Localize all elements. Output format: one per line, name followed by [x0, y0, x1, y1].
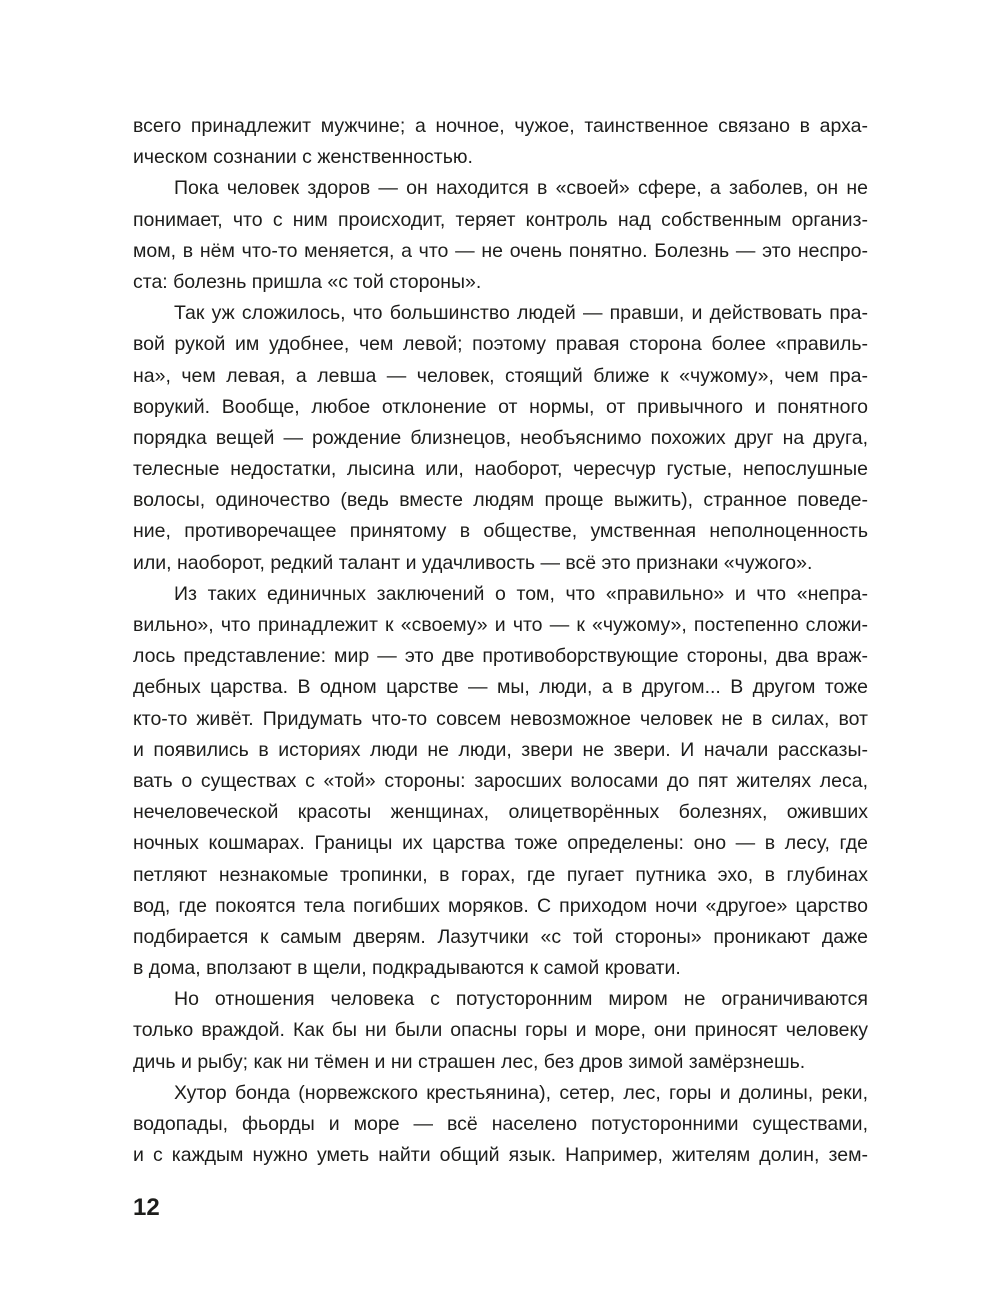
text-line: дичь и рыбу; как ни тёмен и ни страшен лес, без дров зимой замёрзнешь. [133, 1050, 806, 1073]
text-line: Пока человек здоров — он находится в «своей» сфере, а заболев, он не [174, 177, 868, 200]
text-line: ночных кошмарах. Границы их царства тоже определены: оно — в лесу, где [133, 832, 868, 855]
text-line: понимает, что с ним происходит, теряет контроль над собственным организ- [133, 208, 868, 231]
text-line: Но отношения человека с потусторонним миром не ограничиваются [174, 988, 868, 1011]
paragraph [133, 984, 868, 1078]
paragraph [133, 298, 868, 579]
body-text [133, 111, 868, 1171]
text-line: ворукий. Вообще, любое отклонение от нормы, от привычного и понятного [133, 395, 868, 418]
text-line: всего принадлежит мужчине; а ночное, чужое, таинственное связано в арха- [133, 115, 868, 137]
paragraph [133, 111, 868, 173]
text-line: только враждой. Как бы ни были опасны горы и море, они приносят человеку [133, 1019, 868, 1042]
text-line: телесные недостатки, лысина или, наоборот, чересчур густые, непослушные [133, 458, 868, 481]
text-line: Из таких единичных заключений о том, что «правильно» и что «непра- [174, 582, 868, 605]
text-line: вой рукой им удобнее, чем левой; поэтому правая сторона более «правиль- [133, 333, 868, 356]
text-line: на», чем левая, а левша — человек, стоящий ближе к «чужому», чем пра- [133, 364, 868, 387]
text-line: петляют незнакомые тропинки, в горах, где пугает путника эхо, в глубинах [133, 863, 868, 886]
text-line: и появились в историях люди не люди, звери не звери. И начали рассказы- [133, 738, 868, 761]
text-line: порядка вещей — рождение близнецов, необъяснимо похожих друг на друга, [133, 426, 868, 449]
text-line: нечеловеческой красоты женщинах, олицетворённых болезнях, оживших [133, 801, 868, 824]
text-line: вод, где покоятся тела погибших моряков. С приходом ночи «другое» царство [133, 894, 868, 917]
paragraph [133, 1078, 868, 1172]
text-line: ическом сознании с женственностью. [133, 146, 473, 169]
text-line: дебных царства. В одном царстве — мы, люди, а в другом... В другом тоже [133, 676, 868, 699]
text-line: в дома, вползают в щели, подкрадываются к самой кровати. [133, 957, 681, 980]
text-line: Так уж сложилось, что большинство людей — правши, и действовать пра- [174, 302, 868, 325]
text-line: ста: болезнь пришла «с той стороны». [133, 270, 482, 293]
text-line: или, наоборот, редкий талант и удачливость — всё это признаки «чужого». [133, 551, 813, 574]
text-line: подбирается к самым дверям. Лазутчики «с той стороны» проникают даже [133, 925, 868, 948]
text-line: лось представление: мир — это две противоборствующие стороны, два враж- [133, 645, 868, 668]
page-number: 12 [133, 1194, 160, 1221]
text-line: мом, в нём что-то меняется, а что — не очень понятно. Болезнь — это неспро- [133, 239, 868, 262]
text-line: ние, противоречащее принятому в обществе, умственная неполноценность [133, 520, 868, 543]
text-line: Хутор бонда (норвежского крестьянина), сетер, лес, горы и долины, реки, [174, 1081, 868, 1104]
text-line: вильно», что принадлежит к «своему» и что — к «чужому», постепенно сложи- [133, 614, 868, 636]
text-line: и с каждым нужно уметь найти общий язык. Например, жителям долин, зем- [133, 1144, 868, 1167]
paragraph [133, 579, 868, 984]
paragraph [133, 173, 868, 298]
text-line: водопады, фьорды и море — всё населено потусторонними существами, [133, 1113, 868, 1135]
text-line: вать о существах с «той» стороны: заросших волосами до пят жителях леса, [133, 769, 868, 792]
text-line: волосы, одиночество (ведь вместе людям проще выжить), странное поведе- [133, 489, 868, 512]
text-line: кто-то живёт. Придумать что-то совсем невозможное человек не в силах, вот [133, 707, 868, 730]
